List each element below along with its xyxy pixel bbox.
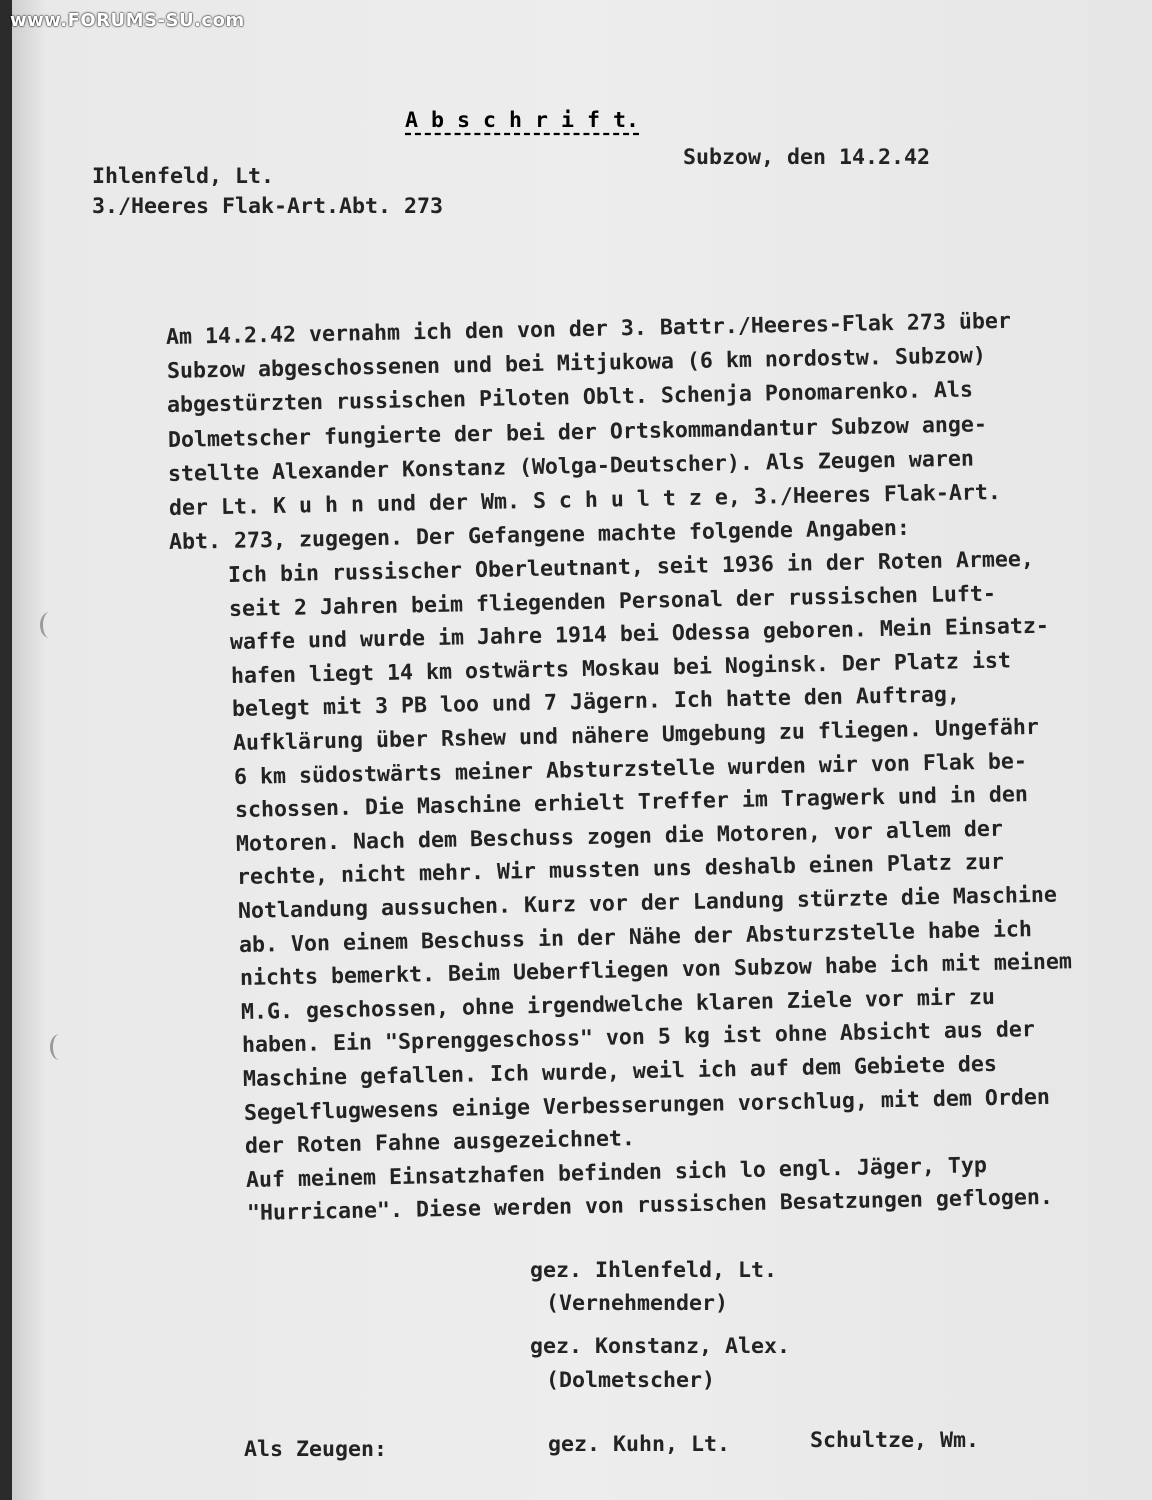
text-line: ab. Von einem Beschuss in der Nähe der Absturzstelle habe ich <box>238 916 1033 958</box>
interpreter-signature: gez. Konstanz, Alex. <box>530 1334 791 1359</box>
text-line: Abt. 273, zugegen. Der Gefangene machte folgende Angaben: <box>168 515 911 556</box>
text-line: der Lt. K u h n und der Wm. S c h u l t z e, 3./Heeres Flak-Art. <box>168 480 1001 521</box>
witnesses-label: Als Zeugen: <box>244 1437 388 1462</box>
interrogator-signature: gez. Ihlenfeld, Lt. <box>530 1258 778 1283</box>
text-line: Segelflugwesens einige Verbesserungen vorschlug, mit dem Orden <box>243 1084 1051 1126</box>
text-line: nichts bemerkt. Beim Ueberfliegen von Subzow habe ich mit meinem <box>239 949 1073 992</box>
text-line: der Roten Fahne ausgezeichnet. <box>244 1126 636 1160</box>
text-line: waffe und wurde im Jahre 1914 bei Odessa geboren. Mein Einsatz- <box>229 613 1050 656</box>
text-line: M.G. geschossen, ohne irgendwelche klaren Ziele vor mir zu <box>240 984 996 1025</box>
document-title: A b s c h r i f t. <box>405 108 640 133</box>
text-line: Aufklärung über Rshew und nähere Umgebung zu fliegen. Ungefähr <box>232 714 1040 756</box>
text-line: Ich bin russischer Oberleutnant, seit 1936 in der Roten Armee, <box>227 546 1035 588</box>
text-line: abgestürzten russischen Piloten Oblt. Schenja Ponomarenko. Als <box>166 377 974 419</box>
text-line: Dolmetscher fungierte der bei der Ortskommandantur Subzow ange- <box>167 411 987 453</box>
punch-hole <box>40 612 59 638</box>
text-line: Subzow abgeschossenen und bei Mitjukowa (6 km nordostw. Subzow) <box>166 343 986 385</box>
text-line: schossen. Die Maschine erhielt Treffer im Tragwerk und in den <box>234 782 1029 824</box>
text-line: haben. Ein "Sprenggeschoss" von 5 kg ist ohne Absicht aus der <box>241 1017 1036 1059</box>
text-line: belegt mit 3 PB loo und 7 Jägern. Ich hatte den Auftrag, <box>231 682 961 723</box>
text-line: hafen liegt 14 km ostwärts Moskau bei Noginsk. Der Platz ist <box>230 648 1012 689</box>
text-line: Notlandung aussuchen. Kurz vor der Landung stürzte die Maschine <box>237 882 1058 924</box>
witness-schultze: Schultze, Wm. <box>810 1428 980 1453</box>
text-line: Am 14.2.42 vernahm ich den von der 3. Battr./Heeres-Flak 273 über <box>165 308 1012 350</box>
watermark: www.FORUMS-SU.com <box>10 10 245 31</box>
text-line: seit 2 Jahren beim fliegenden Personal der russischen Luft- <box>228 581 997 622</box>
text-line: 6 km südostwärts meiner Absturzstelle wurden wir von Flak be- <box>233 748 1028 790</box>
witness-kuhn: gez. Kuhn, Lt. <box>548 1432 731 1457</box>
text-line: Maschine gefallen. Ich wurde, weil ich auf dem Gebiete des <box>242 1051 998 1092</box>
text-line: "Hurricane". Diese werden von russischen Besatzungen geflogen. <box>246 1185 1054 1227</box>
interrogator-role: (Vernehmender) <box>546 1291 729 1316</box>
text-line: Auf meinem Einsatzhafen befinden sich lo engl. Jäger, Typ <box>245 1152 988 1193</box>
sender-name: Ihlenfeld, Lt. <box>92 164 275 189</box>
text-line: stellte Alexander Konstanz (Wolga-Deutscher). Als Zeugen waren <box>167 446 975 487</box>
punch-hole <box>50 1034 69 1060</box>
interpreter-role: (Dolmetscher) <box>546 1368 716 1393</box>
text-line: Motoren. Nach dem Beschuss zogen die Motoren, vor allem der <box>235 816 1004 857</box>
text-line: rechte, nicht mehr. Wir mussten uns deshalb einen Platz zur <box>236 849 1005 891</box>
place-date: Subzow, den 14.2.42 <box>683 145 931 170</box>
sender-unit: 3./Heeres Flak-Art.Abt. 273 <box>92 194 444 219</box>
